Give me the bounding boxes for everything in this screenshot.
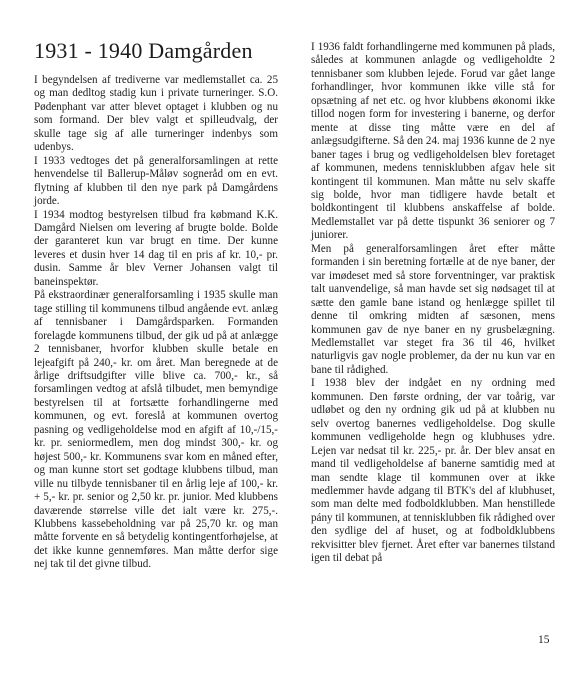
- paragraph: I begyndelsen af trediverne var medlemstallet ca. 25 og man dedltog stadig kun i private turneringer. S.O. Pødenphant var atter blevet optaget i klubben og nu som formand. Der blev valgt et spilleudvalg, der skulle tage sig af alle turneringer indenbys som udenbys.: [34, 74, 278, 154]
- paragraph: I 1933 vedtoges det på generalforsamlingen at rette henvendelse til Ballerup-Måløv sogneråd om en evt. flytning af klubben til den nye park på Damgårdens jorde.: [34, 154, 278, 208]
- left-column: [34, 38, 278, 572]
- page-number: 15: [538, 634, 550, 646]
- paragraph: På ekstraordinær generalforsamling i 1935 skulle man tage stilling til kommunens tilbud angående evt. anlæg af tennisbaner i Damgårdsparken. Formanden forelagde kommunens tilbud, der gik ud på at anlægge 2 tennisbaner, hvorfor klubben skulle betale en lejeafgift på 240,- kr. om året. Man beregnede at de årlige driftsudgifter ville blive ca. 700,- kr., så forsamlingen vedtog at afslå tilbudet, men bemyndige bestyrelsen til at fortsætte forhandlingerne med kommunen, og evt. foreslå at kommunen overtog pasning og vedligeholdelse mod en afgift af 10,-/15,- kr. pr. seniormedlem, men dog mindst 300,- kr. og højest 500,- kr. Kommunens svar kom en måned efter, og man kunne stort set godtage klubbens tilbud, man ville nu tilbyde tennisbaner til en årlig leje af 100,- kr. + 5,- kr. pr. senior og 2,50 kr. pr. junior. Med klubbens daværende størrelse ville det ialt være kr. 275,-. Klubbens kassebeholdning var på 25,70 kr. og man måtte forvente en så betydelig kontingentforhøjelse, at det ikke kunne gennemføres. Man måtte derfor sige nej tak til det givne tilbud.: [34, 289, 278, 571]
- paragraph: I 1934 modtog bestyrelsen tilbud fra købmand K.K. Damgård Nielsen om levering af brugte bolde. Bolde der garanteret kun var brugt en time. Der kunne leveres et dusin hver 14 dag til en pris af kr. 10,- pr. dusin. Samme år blev Verner Johansen valgt til baneinspektør.: [34, 208, 278, 288]
- paragraph: I 1938 blev der indgået en ny ordning med kommunen. Den første ordning, der var toårig, var udløbet og den ny ordning gik ud på at klubben nu selv overtog banernes vedligeholdelse. Dog skulle kommunen vedligeholde hegn og klubhuses ydre. Lejen var nedsat til kr. 225,- pr. år. Der blev ansat en mand til vedligeholdelse af banerne samtidig med at man sendte klage til kommunen over at ikke medlemmer havde adgang til BTK's del af klubhuset, som man delte med fodboldklubben. Man henstillede pány til kommunen, at tennisklubben fik rådighed over den sydlige del af huset, og at fodboldklubbens rekvisitter blev fjernet. Året efter var banernes tilstand igen til debat på: [311, 377, 556, 565]
- paragraph: I 1936 faldt forhandlingerne med kommunen på plads, således at kommunen anlagde og vedligeholdte 2 tennisbaner som klubben lejede. Forud var gået lange forhandlinger, hvor kommunen ikke ville stå for opsætning af net etc. og hvor klubbens økonomi ikke tillod nogen form for investering i banerne, og derfor mente at disse ting måtte være en del af anlægsudgifterne. Så den 24. maj 1936 kunne de 2 nye baner tages i brug og vedligeholdelsen blev foretaget af kommunen, medens tennisklubben afgav hele sit kontingent til kommunen. Man måtte nu selv skaffe sig bolde, hvor man tidligere havde betalt et boldkontingent til klubbens anskaffelse af bolde. Medlemstallet var på dette tispunkt 36 seniorer og 7 juniorer.: [311, 41, 555, 242]
- paragraph: Men på generalforsamlingen året efter måtte formanden i sin beretning fortælle at de nye baner, der var imødeset med så store forventninger, var praktisk talt uanvendelige, så man havde set sig nødsaget til at sætte den gamle bane istand og henlægge spillet til denne til omkring midten af sæsonen, mens kommunen gav de nye baner en ny grusbelægning. Medlemstallet var steget fra 36 til 46, hvilket naturligvis gav nogle problemer, da der nu kun var en bane til rådighed.: [311, 242, 555, 376]
- page-title: 1931 - 1940 Damgården: [34, 38, 253, 63]
- right-column: [311, 41, 555, 566]
